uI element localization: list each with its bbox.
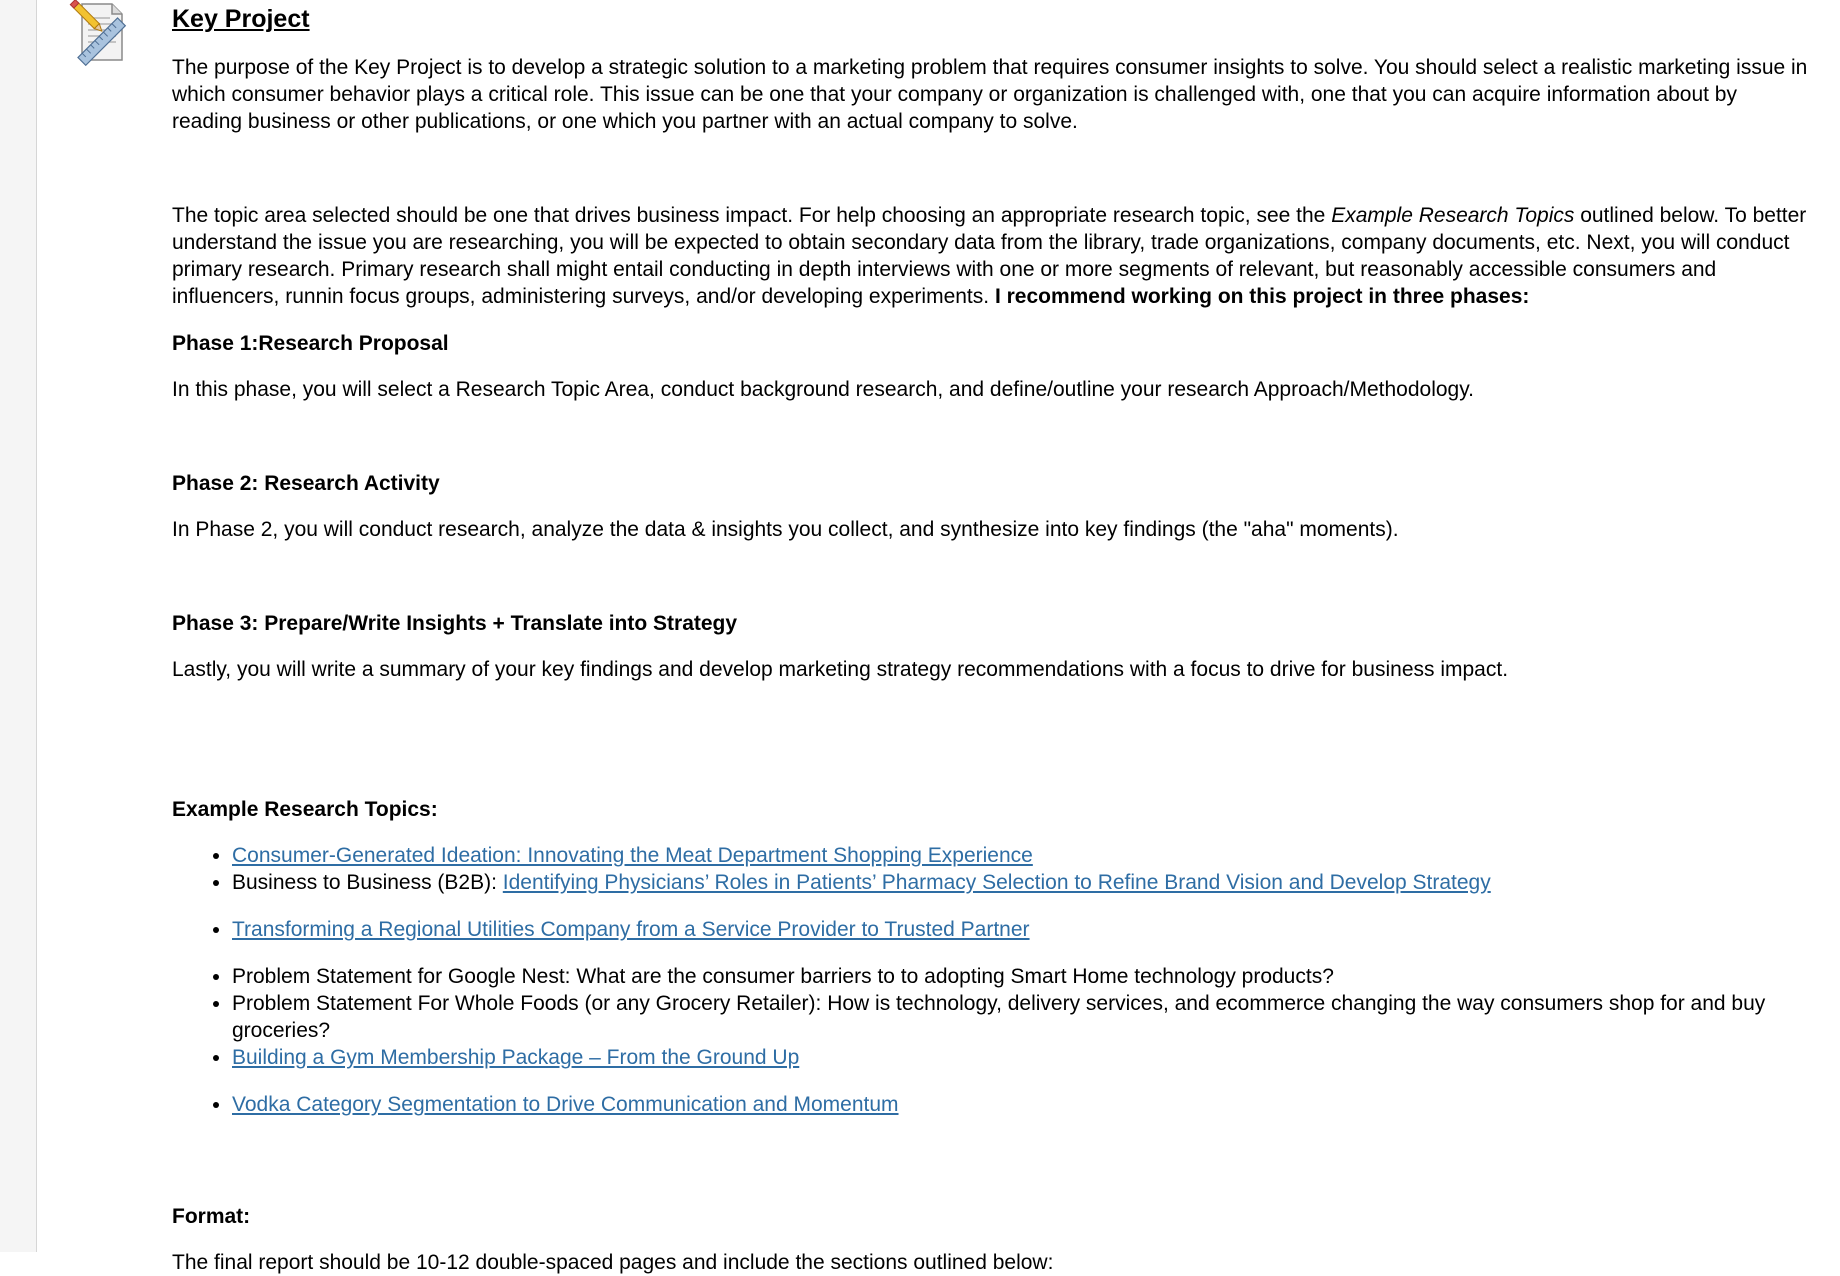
topic-text-2: outlined below. To better understand the issue you are researching, you will be expected to obtain secondary data from the library, trade organizations, company documents, etc. Next, you will conduct primary research. Primary research shall might entail conducting in depth interviews with one or more segments of relevant, but reasonably accessible consumers and influencers, runnin focus groups, administering surveys, and/or developing experiments. — [172, 204, 1807, 308]
topic-bold: I recommend working on this project in three phases: — [994, 285, 1530, 308]
examples-heading: Example Research Topics: — [172, 798, 438, 821]
phase-1-text: In this phase, you will select a Research Topic Area, conduct background research, and define/outline your research Approach/Methodology. — [172, 378, 1474, 401]
phase-3-heading: Phase 3: Prepare/Write Insights + Translate into Strategy — [172, 612, 738, 635]
example-text-google-nest: Problem Statement for Google Nest: What are the consumer barriers to to adopting Smart Home technology products? — [232, 965, 1334, 988]
example-link-utilities[interactable]: Transforming a Regional Utilities Company from a Service Provider to Trusted Partner — [232, 918, 1030, 941]
item-content — [172, 0, 1812, 1276]
phase-2-heading: Phase 2: Research Activity — [172, 472, 440, 495]
assignment-ruler-document-icon — [66, 0, 130, 64]
item-title-link[interactable]: Key Project — [172, 5, 310, 33]
phase-2-text: In Phase 2, you will conduct research, analyze the data & insights you collect, and synthesize into key findings (the "aha" moments). — [172, 518, 1399, 541]
list-item — [232, 1091, 1812, 1118]
topic-paragraph — [172, 202, 1812, 310]
intro-paragraph: The purpose of the Key Project is to develop a strategic solution to a marketing problem that requires consumer insights to solve. You should select a realistic marketing issue in which consumer behavior plays a critical role. This issue can be one that your company or organization is challenged with, one that you can acquire information about by reading business or other publications, or one which you partner with an actual company to solve. — [172, 56, 1808, 133]
example-text-whole-foods: Problem Statement For Whole Foods (or any Grocery Retailer): How is technology, delivery services, and ecommerce changing the way consumers shop for and buy groceries? — [232, 992, 1766, 1042]
examples-list — [172, 842, 1812, 1118]
list-item — [232, 869, 1812, 896]
list-item — [232, 990, 1812, 1044]
phase-1-heading: Phase 1:Research Proposal — [172, 332, 449, 355]
list-item — [232, 916, 1812, 943]
example-link-vodka[interactable]: Vodka Category Segmentation to Drive Communication and Momentum — [232, 1093, 899, 1116]
format-text: The final report should be 10-12 double-spaced pages and include the sections outlined below: — [172, 1251, 1054, 1274]
example-prefix-b2b: Business to Business (B2B): — [232, 871, 503, 894]
example-link-physicians[interactable]: Identifying Physicians’ Roles in Patients’ Pharmacy Selection to Refine Brand Vision and Develop Strategy — [502, 871, 1491, 894]
example-link-gym[interactable]: Building a Gym Membership Package – From the Ground Up — [232, 1046, 800, 1069]
example-link-meat[interactable]: Consumer-Generated Ideation: Innovating the Meat Department Shopping Experience — [232, 844, 1033, 867]
format-heading: Format: — [172, 1205, 251, 1228]
topic-italic: Example Research Topics — [1331, 204, 1575, 227]
list-item — [232, 842, 1812, 869]
phase-3-text: Lastly, you will write a summary of your key findings and develop marketing strategy recommendations with a focus to drive for business impact. — [172, 658, 1509, 681]
left-rail — [0, 0, 37, 1252]
list-item — [232, 963, 1812, 990]
topic-text-1: The topic area selected should be one that drives business impact. For help choosing an appropriate research topic, see the — [172, 204, 1332, 227]
list-item — [232, 1044, 1812, 1071]
